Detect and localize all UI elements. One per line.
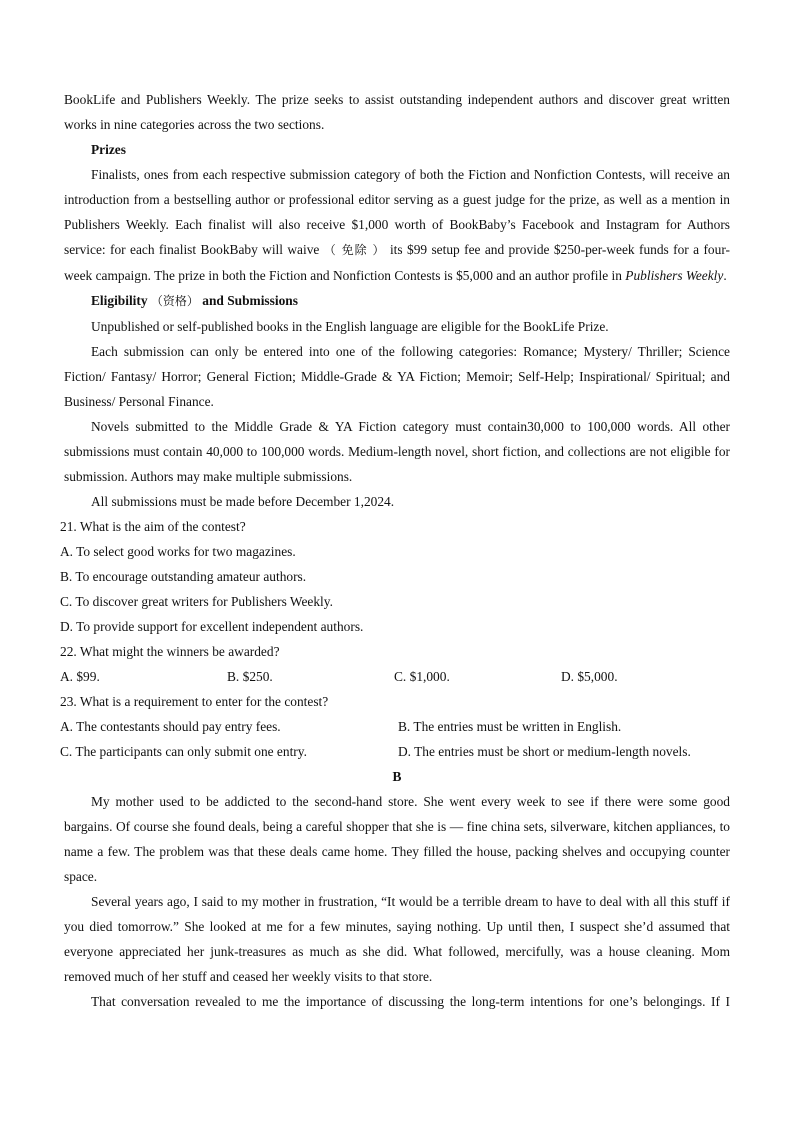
eligibility-heading-part-1: Eligibility <box>91 293 151 308</box>
passage-b-paragraph-3: That conversation revealed to me the importance of discussing the long-term intentions for one’s belongings. If I <box>91 994 730 1009</box>
question-22-option-c: C. $1,000. <box>394 669 450 684</box>
question-21-option-b: B. To encourage outstanding amateur authors. <box>60 569 307 584</box>
question-21-option-d: D. To provide support for excellent independent authors. <box>60 619 364 634</box>
question-23-options-row-2 <box>60 739 730 764</box>
passage-b-paragraph-1: My mother used to be addicted to the second-hand store. She went every week to see if there were some good bargains. Of course she found deals, being a careful shopper that she is — fine china sets, silverware, kitchen appliances, to name a few. The problem was that these deals came home. They filled the house, packing shelves and occupying counter space. <box>64 794 730 884</box>
question-23-option-a: A. The contestants should pay entry fees. <box>60 719 281 734</box>
prizes-heading: Prizes <box>91 142 126 157</box>
eligibility-paragraph-4: All submissions must be made before December 1,2024. <box>91 494 395 509</box>
exam-page <box>60 87 730 1014</box>
prizes-text-2: its $99 setup fee and provide $250-per-week funds for a four-week campaign. The prize in both the Fiction and Nonfiction Contests is $5,000 and an author profile in <box>64 242 730 283</box>
eligibility-paragraph-3: Novels submitted to the Middle Grade & YA Fiction category must contain30,000 to 100,000 words. All other submissions must contain 40,000 to 100,000 words. Medium-length novel, short fiction, and collections are not eligible for submission. Authors may make multiple submissions. <box>64 419 730 484</box>
eligibility-heading-part-2: and Submissions <box>198 293 298 308</box>
question-23-options-row-1 <box>60 714 730 739</box>
eligibility-paragraph-2: Each submission can only be entered into one of the following categories: Romance; Mystery/ Thriller; Science Fiction/ Fantasy/ Horror; General Fiction; Middle-Grade & YA Fiction; Memoir; Self-Help; Inspirational/ Spiritual; and Business/ Personal Finance. <box>64 344 730 409</box>
prizes-magazine: Publishers Weekly <box>625 268 724 283</box>
question-22-option-a: A. $99. <box>60 669 100 684</box>
eligibility-heading <box>91 288 730 314</box>
eligibility-gloss: （资格） <box>150 294 199 308</box>
prizes-end: . <box>723 268 727 283</box>
question-23-option-c: C. The participants can only submit one entry. <box>60 744 307 759</box>
question-21-stem: 21. What is the aim of the contest? <box>60 519 246 534</box>
question-22-stem: 22. What might the winners be awarded? <box>60 644 280 659</box>
question-22-option-d: D. $5,000. <box>561 669 618 684</box>
question-22-options <box>60 664 730 689</box>
passage-a-intro: BookLife and Publishers Weekly. The prize seeks to assist outstanding independent authors and discover great written works in nine categories across the two sections. <box>64 92 730 132</box>
question-22-option-b: B. $250. <box>227 669 273 684</box>
passage-b-paragraph-2: Several years ago, I said to my mother in frustration, “It would be a terrible dream to have to deal with all this stuff if you died tomorrow.” She looked at me for a few minutes, saying nothing. Up until then, I suspect she’d assumed that everyone appreciated her junk-treasures as much as she did. What followed, mercifully, was a house cleaning. Mom removed much of her stuff and ceased her weekly visits to that store. <box>64 894 730 984</box>
prizes-text-1: Finalists, ones from each respective submission category of both the Fiction and Nonfiction Contests, will receive an introduction from a bestselling author or professional editor serving as a guest judge for the prize, as well as a mention in Publishers Weekly. Each finalist will also receive $1,000 worth of BookBaby’s Facebook and Instagram for Authors service: for each finalist BookBaby will waive <box>64 167 730 257</box>
eligibility-paragraph-1: Unpublished or self-published books in the English language are eligible for the BookLife Prize. <box>91 319 609 334</box>
question-21-option-a: A. To select good works for two magazines. <box>60 544 296 559</box>
prizes-paragraph <box>64 162 730 288</box>
passage-b-label: B <box>392 769 402 784</box>
question-23-option-b: B. The entries must be written in English. <box>398 719 622 734</box>
question-21-option-c: C. To discover great writers for Publishers Weekly. <box>60 594 333 609</box>
question-23-option-d: D. The entries must be short or medium-length novels. <box>398 744 691 759</box>
prizes-gloss: （ 免除 ） <box>323 243 386 257</box>
question-23-stem: 23. What is a requirement to enter for the contest? <box>60 694 329 709</box>
